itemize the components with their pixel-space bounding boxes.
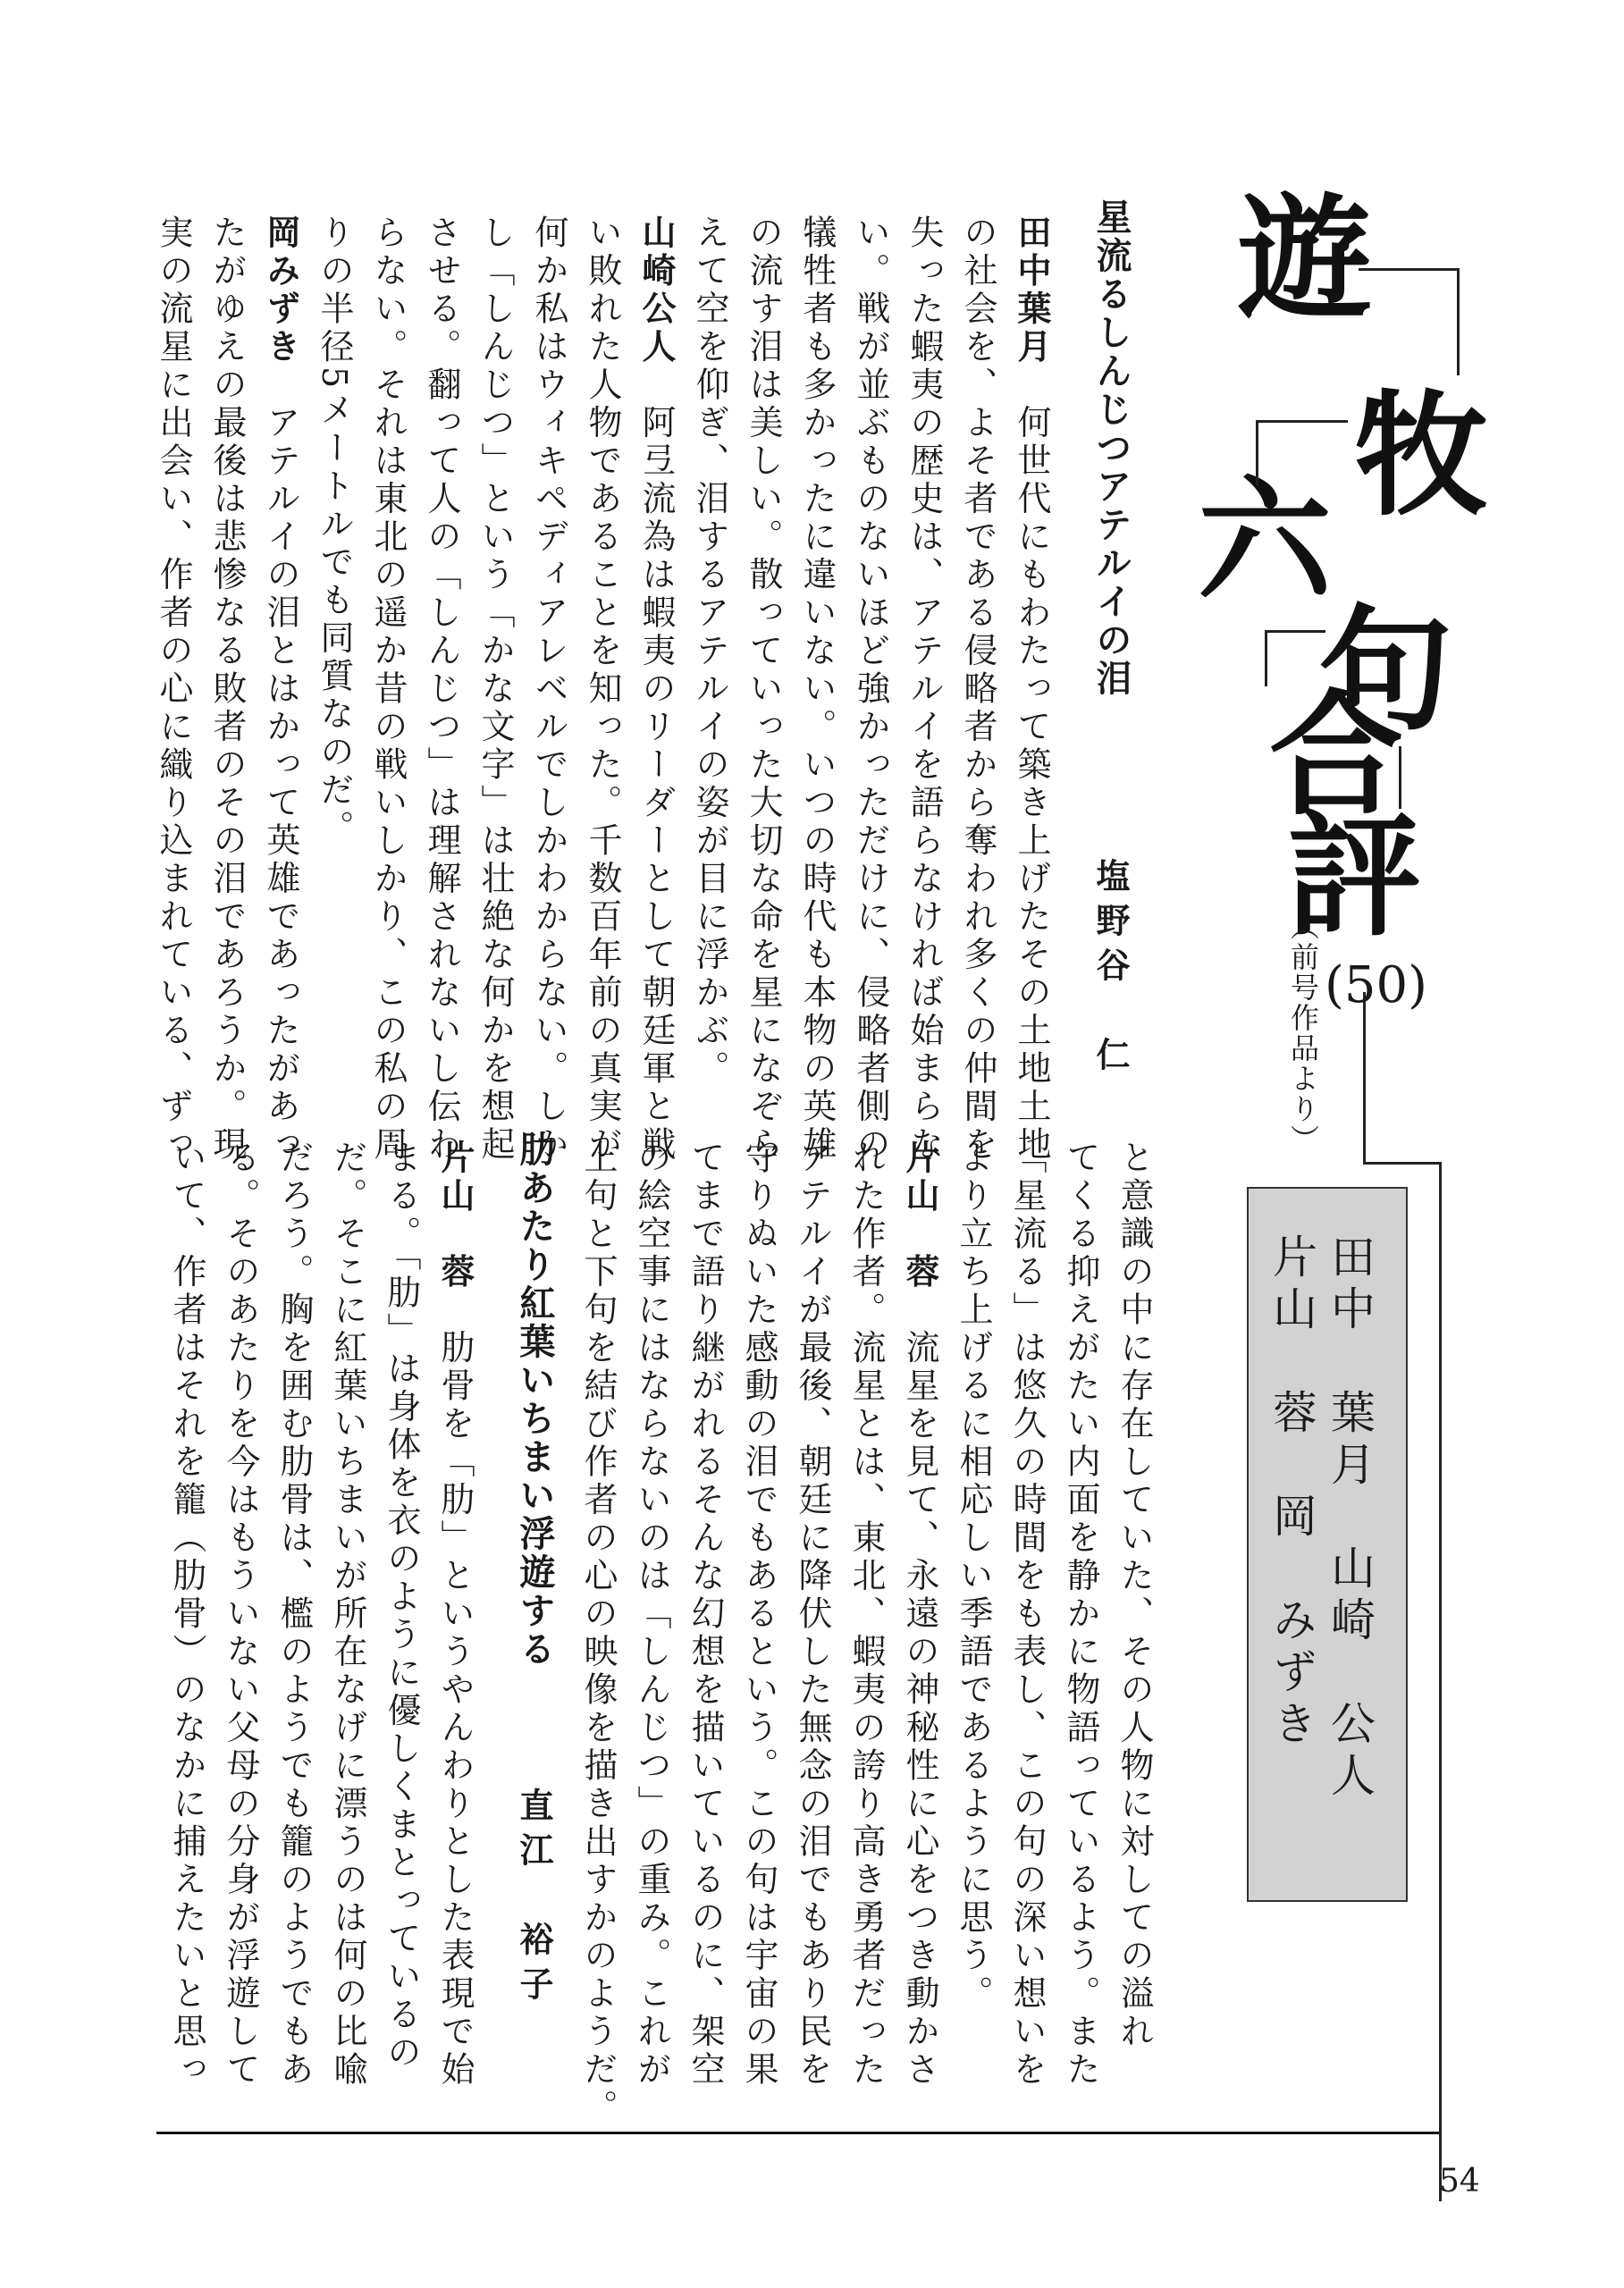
essay1-column: たがゆえの最後は悲惨なる敗者のその泪であろうか。現 [207,214,247,1165]
title-char-3: 六 [1198,462,1333,619]
essay2-column: いて、作者はそれを籠（肋骨）のなかに捕えたいと思っ [167,1140,206,2090]
essay1-column: えて空を仰ぎ、泪するアテルイの姿が目に浮かぶ。 [690,214,729,1089]
essay1-author: 塩野谷 仁 [1090,858,1131,1081]
essay1-column: し「しんじつ」という「かな文字」は壮絶な何かを想起 [475,214,515,1165]
commenter-name: 岡みずき [261,214,301,366]
essay2-heading: 肋あたり紅葉いちまい浮遊する [514,1131,556,1669]
title-bracket-line [1457,268,1462,375]
essay1-continued-column: れた作者。流星とは、東北、蝦夷の誇り高き勇者だった [846,1140,886,2090]
essay2-column: る。そのあたりを今はもういない父母の分身が浮遊して [221,1140,260,2090]
essay1-column: 失った蝦夷の歴史は、アテルイを語らなければ始まらな [905,214,944,1165]
title-bracket-line [1256,420,1348,485]
title-subtitle: （前号作品より） [1286,912,1320,1155]
commenter-name: 山崎公人 [636,214,677,366]
title-char-4: 句 [1318,592,1453,749]
essay1-column: の流す泪は美しい。散っていった大切な命を星になぞら [744,214,783,1165]
essay1-column: い。戦が並ぶものないほど強かっただけに、侵略者側の [851,214,890,1165]
essay1-column: の社会を、よそ者である侵略者から奪われ多くの仲間を [958,214,997,1165]
essay1-continued-column: アテルイが最後、朝廷に降伏した無念の泪でもあり民を [793,1140,832,2090]
essay1-heading: 星流るしんじつアテルイの泪 [1090,198,1132,698]
title-char-2: 牧 [1354,377,1489,534]
essay1-column: させる。翻って人の「しんじつ」は理解されないし伝わ [422,214,461,1165]
essay1-column: 犠牲者も多かったに違いない。いつの時代も本物の英雄 [797,214,837,1165]
title-bracket-line [1265,630,1325,686]
essay1-continued-column: の絵空事にはならないのは「しんじつ」の重み。これが [632,1140,671,2090]
essay1-continued-column: と意識の中に存在していた、その人物に対しての溢れ [1115,1140,1154,2051]
title-char-6: 評 [1287,797,1422,955]
essay1-continued-column: 上句と下句を結び作者の心の映像を描き出すかのようだ。 [578,1140,618,2127]
essay2-column: だ。そこに紅葉いちまいが所在なげに漂うのは何の比喩 [328,1140,367,2090]
title-bracket-line [1399,746,1404,809]
page-number: 54 [1439,2163,1480,2200]
essay2-column: だろう。胸を囲む肋骨は、檻のようでも籠のようでもあ [274,1140,314,2090]
commenter-name: 田中葉月 [1012,214,1052,366]
essay1-continued-column: より立ち上げるに相応しい季語であるように思う。 [954,1140,993,2014]
essay1-continued-column: てまで語り継がれるそんな幻想を描いているのに、架空 [686,1140,725,2090]
commenter-name: 片山 蓉 [435,1140,475,1291]
essay1-column: 何か私はウィキペディアレベルでしかわからない。しか [529,214,568,1165]
essay2-column: 片山 蓉 肋骨を「肋」というやんわりとした表現で始 [435,1140,475,2090]
essay1-column: 田中葉月 何世代にもわたって築き上げたその土地土地 [1012,214,1052,1165]
issue-number: (50) [1325,956,1427,1014]
essay1-column: らない。それは東北の遥か昔の戦いしかり、この私の周 [368,214,408,1165]
title-char-5: 合 [1269,677,1404,834]
essay1-continued-column: 守りぬいた感動の泪でもあるという。この句は宇宙の果 [739,1140,778,2090]
title-bracket-line [1359,268,1460,280]
essay1-column: 山崎公人 阿弖流為は蝦夷のリーダーとして朝廷軍と戦 [636,214,677,1165]
essay1-continued-column: てくる抑えがたい内面を静かに物語っているよう。また [1061,1140,1100,2090]
commenter-name: 片山 蓉 [900,1140,940,1291]
essay1-column: い敗れた人物であることを知った。千数百年前の真実が [583,214,622,1165]
poets-list-col-2: 片山 蓉 岡 みずき [1266,1233,1317,1752]
essay1-column: 実の流星に出会い、作者の心に織り込まれている、ずっ [154,214,193,1165]
bottom-rule [156,2132,1439,2134]
essay1-column: りの半径5メートルでも同質なのだ。 [315,214,354,848]
title-bracket-line [1363,992,1368,1162]
poets-list-col-1: 田中 葉月 山崎 公人 [1324,1233,1376,1804]
essay1-column: 岡みずき アテルイの泪とはかって英雄であったがあっ [261,214,301,1165]
title-char-1: 遊 [1238,181,1373,338]
essay2-author: 直江 裕子 [514,1788,554,2011]
essay1-continued-column: 片山 蓉 流星を見て、永遠の神秘性に心をつき動かさ [900,1140,940,2090]
essay1-continued-column: 「星流る」は悠久の時間をも表し、この句の深い想いを [1007,1140,1047,2090]
essay2-column: まる。「肋」は身体を衣のように優しくまとっているの [382,1140,421,2073]
